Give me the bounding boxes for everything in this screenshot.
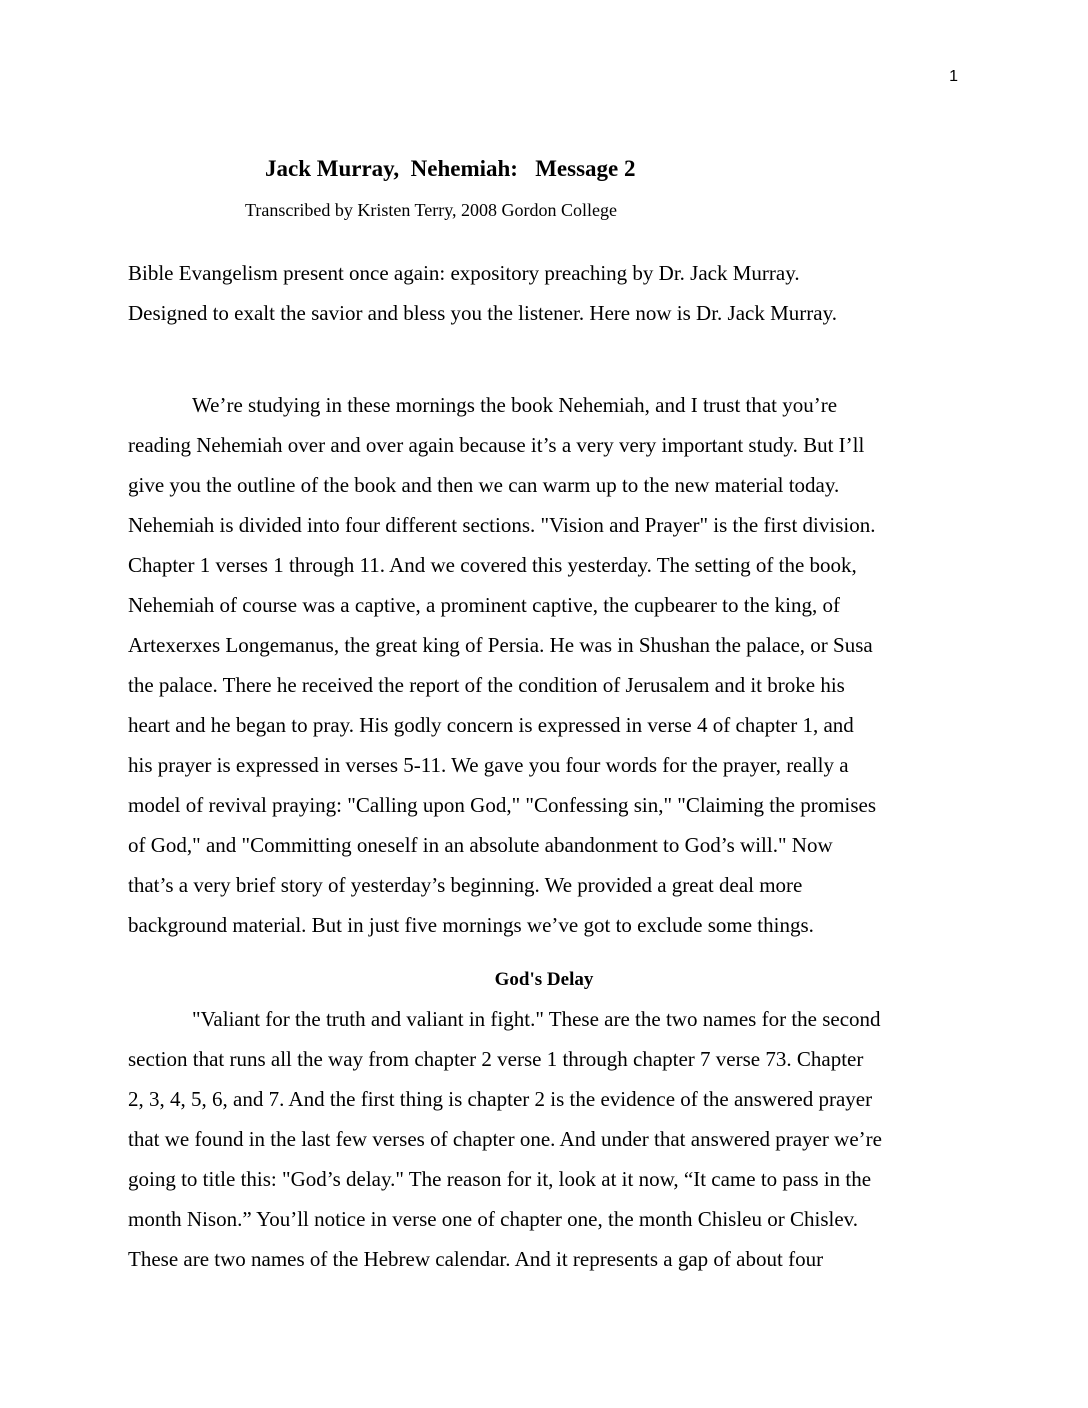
intro-line: Designed to exalt the savior and bless you the listener. Here now is Dr. Jack Murray. [128,301,837,325]
paragraph-line: reading Nehemiah over and over again because it’s a very very important study. But I’ll [128,433,865,457]
page-number: 1 [949,68,958,85]
paragraph-line: of God," and "Committing oneself in an absolute abandonment to God’s will." Now [128,833,833,857]
paragraph-line: that we found in the last few verses of chapter one. And under that answered prayer we’re [128,1127,882,1151]
paragraph-line: 2, 3, 4, 5, 6, and 7. And the first thing is chapter 2 is the evidence of the answered prayer [128,1087,873,1111]
document-subtitle: Transcribed by Kristen Terry, 2008 Gordon College [245,200,618,220]
paragraph-line: section that runs all the way from chapter 2 verse 1 through chapter 7 verse 73. Chapter [128,1047,864,1071]
document-title: Jack Murray, Nehemiah: Message 2 [265,156,636,181]
paragraph-line: We’re studying in these mornings the book Nehemiah, and I trust that you’re [192,393,838,417]
paragraph-line: the palace. There he received the report of the condition of Jerusalem and it broke his [128,673,845,697]
paragraph-line: month Nison.” You’ll notice in verse one of chapter one, the month Chisleu or Chislev. [128,1207,859,1231]
section-heading: God's Delay [494,969,594,990]
paragraph-line: background material. But in just five mornings we’ve got to exclude some things. [128,913,814,937]
intro-block [128,253,968,333]
paragraph-line: Artexerxes Longemanus, the great king of Persia. He was in Shushan the palace, or Susa [128,633,873,657]
paragraph-outline [128,385,968,945]
paragraph-line: give you the outline of the book and then we can warm up to the new material today. [128,473,840,497]
paragraph-line: his prayer is expressed in verses 5-11. We gave you four words for the prayer, really a [128,753,849,777]
paragraph-line: model of revival praying: "Calling upon God," "Confessing sin," "Claiming the promises [128,793,877,817]
intro-line: Bible Evangelism present once again: expository preaching by Dr. Jack Murray. [128,261,800,285]
paragraph-line: These are two names of the Hebrew calendar. And it represents a gap of about four [128,1247,824,1271]
paragraph-line: Nehemiah of course was a captive, a prominent captive, the cupbearer to the king, of [128,593,840,617]
paragraph-line: that’s a very brief story of yesterday’s beginning. We provided a great deal more [128,873,803,897]
paragraph-line: heart and he began to pray. His godly concern is expressed in verse 4 of chapter 1, and [128,713,854,737]
paragraph-line: Nehemiah is divided into four different sections. "Vision and Prayer" is the first division. [128,513,876,537]
paragraph-line: going to title this: "God’s delay." The reason for it, look at it now, “It came to pass in the [128,1167,872,1191]
paragraph-line: "Valiant for the truth and valiant in fight." These are the two names for the second [192,1007,881,1031]
paragraph-line: Chapter 1 verses 1 through 11. And we covered this yesterday. The setting of the book, [128,553,857,577]
paragraph-gods-delay [128,999,968,1279]
